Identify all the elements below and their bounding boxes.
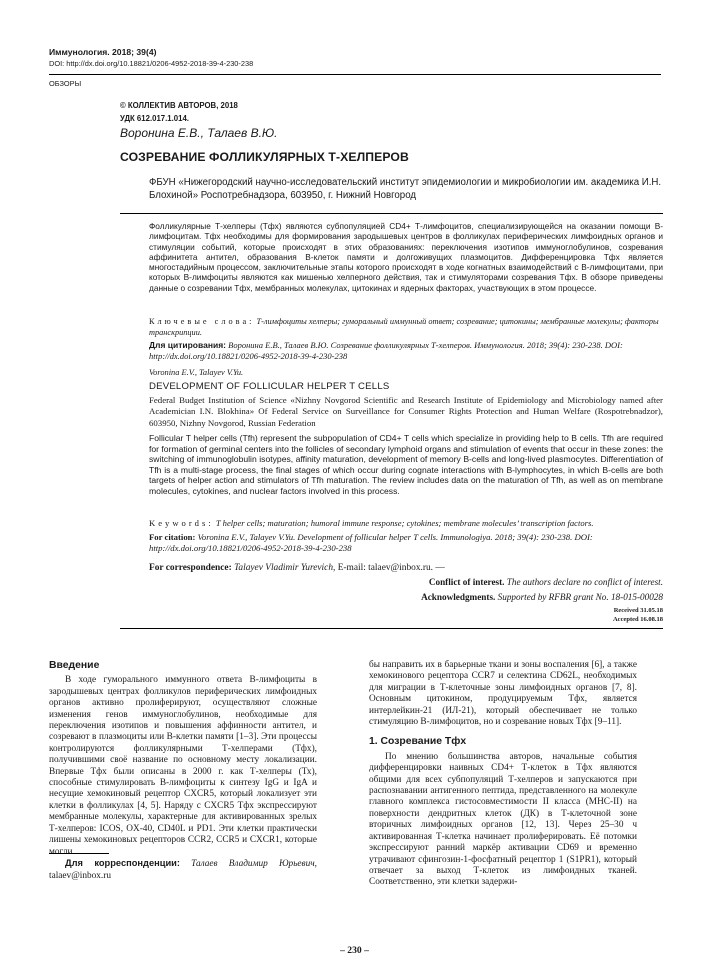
abstract-ru: Фолликулярные Т-хелперы (Тфх) являются субпопуляцией CD4+ Т-лимфоцитов, специализирующейся на оказании помощи В-лимфоцитам. Тфх необходимы для формирования зародышевых центров в фолликулах периферических лимфоидных органов и стимуляции событий, которые происходят в этих образованиях: переключения изотипов иммуноглобулинов, созревания аффинитета антител, образования В-клеток памяти и долгоживущих плазмоцитов. Дифференцировка Тфх является многостадийным процессом, заключительные этапы которого происходят в ходе когнатных взаимодействий с В-лимфоцитами, при которых В-лимфоциты являются как мишенью хелперного действия, так и стимуляторами созревания Тфх. В обзоре приведены данные о созревании Тфх, мембранных молекулах, цитокинах и ядерных факторах, участвующих в этом процессе. [149, 221, 663, 293]
abstract-en: Follicular T helper cells (Tfh) represent the subpopulation of CD4+ T cells which specialize in providing help to B cells. Tfh are required for formation of germinal centers into the follicles of secondary lymphoid organs and stimulation of events that occur in these zones: the switching of immunoglobulin isotypes, affinity maturation, development of memory B-cells and long-lived plasmocytes. Differentiation of Tfh is a multi-stage process, the final stages of which occur during cognate interactions with B-lymphocytes, in which B-cells are both targets of helper action and stimulators of Tfh maturation. The review includes data on the maturation of Tfh, as well as on membrane molecules, cytokines, and nuclear factors involved in this process. [149, 433, 663, 496]
affiliation-ru: ФБУН «Нижегородский научно-исследовательский институт эпидемиологии и микробиологии им. академика И.Н. Блохиной» Роспотребнадзора, 603950, г. Нижний Новгород [149, 177, 662, 201]
udk-code: УДК 612.017.1.014. [120, 114, 189, 123]
abstract-bottom-divider [120, 628, 663, 629]
correspondence-name: Talayev Vladimir Yurevich, [234, 563, 336, 573]
citation-label-en: For citation: [149, 532, 196, 542]
citation-label-ru: Для цитирования: [149, 340, 226, 350]
intro-paragraph: В ходе гуморального иммунного ответа В-лимфоциты в зародышевых центрах фолликулов периферических лимфоидных органов активно пролиферируют, осуществляют сложные изменения генов иммуноглобулинов, необходимые для переключения изотипов и повышения аффинности антител, и созревают в плазмоциты или В-клетки памяти [1–3]. Эти процессы контролируются фолликулярными Т-хелперами (Тфх), получившими своё название по основному месту локализации. Впервые Тфх были описаны в 2000 г. как Т-хелперы (Тх), способные стимулировать В-лимфоциты к синтезу IgG и IgA и несущие хемокиновый рецептор CXCR5, который локализует эти клетки в фолликулах [4, 5]. Наряду с CXCR5 Тфх экспрессируют мембранные молекулы, характерные для активированных зрелых Т-хелперов: ICOS, OX-40, CD40L и PD1. Эти клетки практически лишены хемокиновых рецепторов CCR2, CCR5 и CXCR1, которые могли [49, 675, 317, 857]
acknowledgments [421, 592, 663, 602]
section1-heading: 1. Созревание Тфх [369, 736, 467, 748]
copyright: © КОЛЛЕКТИВ АВТОРОВ, 2018 [120, 101, 238, 110]
footnote-divider [49, 853, 109, 854]
citation-text-ru: Воронина Е.В., Талаев В.Ю. Созревание фолликулярных Т-хелперов. Иммунология. 2018; 39(4): 230-238. DOI: http://dx.doi.org/10.18821/0206-4952-2018-39-4-230-238 [149, 340, 623, 361]
footnote-label: Для корреспонденции: [65, 858, 180, 868]
journal-doi: DOI: http://dx.doi.org/10.18821/0206-4952-2018-39-4-230-238 [49, 59, 254, 68]
correspondence-email: E-mail: talaev@inbox.ru. — [337, 563, 445, 573]
citation-text-en: Voronina E.V., Talayev V.Yu. Development of follicular helper T cells. Immunologiya. 2018; 39(4): 230-238. DOI: http://dx.doi.org/10.18821/0206-4952-2018-39-4-230-238 [149, 532, 593, 554]
conflict-label: Conflict of interest. [428, 577, 505, 587]
right-paragraph-2: По мнению большинства авторов, начальные события дифференцировки наивных CD4+ Т-клеток в Тфх являются общими для всех субпопуляций Т-хелперов и запускаются при распознавании антигенного пептида, представленного на молекуле главного комплекса гистосовместимости II класса (MHC-II) на поверхности дендритных клеток (ДК) в Т-клеточной зоне вторичных лимфоидных органов [12, 13]. Через 25–30 ч активированная Т-клетка начинает пролиферировать. Её потомки экспрессируют ранний маркёр активации CD69 и временно утрачивают сфингозин-1-фосфатный рецептор 1 (S1PR1), который отвечает за выход Т-клеток из лимфоидных тканей. Соответственно, эти клетки задержи- [369, 751, 637, 888]
keywords-label-en: Keywords: [149, 518, 214, 528]
section-label: ОБЗОРЫ [49, 79, 82, 88]
keywords-en [149, 518, 663, 528]
keywords-text-en: T helper cells; maturation; humoral immune response; cytokines; membrane molecules’ transcription factors. [215, 518, 594, 528]
affiliation-en: Federal Budget Institution of Science «Nizhny Novgorod Scientific and Research Institute of Epidemiology and Microbiology named after Academician I.N. Blokhina» Of Federal Service on Surveillance for Consumer Rights Protection and Human Welfare (Rospotrebnadzor), 603950, Nizhny Novgorod, Russian Federation [149, 395, 663, 428]
received-date: Received 31.05.18 [613, 607, 663, 614]
citation-en [149, 532, 663, 555]
footnote-name: Талаев Владимир Юрьевич, [191, 859, 317, 869]
journal-title: Иммунология. 2018; 39(4) [49, 47, 157, 57]
body-column-right [369, 660, 637, 889]
correspondence-en [149, 563, 445, 573]
keywords-ru [149, 317, 663, 338]
citation-ru [149, 340, 663, 362]
conflict-text: The authors declare no conflict of interest. [506, 577, 663, 587]
keywords-label-ru: Ключевые слова: [149, 317, 255, 326]
conflict-of-interest [429, 577, 663, 587]
intro-heading: Введение [49, 660, 100, 671]
page-number: – 230 – [340, 945, 369, 956]
ack-label: Acknowledgments. [421, 592, 496, 602]
footnote-correspondence [49, 858, 317, 882]
article-title-ru: СОЗРЕВАНИЕ ФОЛЛИКУЛЯРНЫХ Т-ХЕЛПЕРОВ [120, 150, 409, 164]
keywords-text-ru: Т-лимфоциты хелперы; гуморальный иммунный ответ; созревание; цитокины; мембранные молекулы; факторы транскрипции. [149, 317, 659, 337]
footnote-email: talaev@inbox.ru [49, 870, 112, 881]
accepted-date: Accepted 16.08.18 [612, 615, 663, 623]
dates [613, 607, 663, 624]
body-column-left [49, 660, 317, 858]
correspondence-label: For correspondence: [149, 563, 232, 573]
right-paragraph-1: бы направить их в барьерные ткани и зоны воспаления [6], а также хемокинового рецептора CCR7 и селектина CD62L, необходимых для миграции в Т-клеточные зоны лимфоидных органов [7, 8]. Основным цитокином, продуцируемым Тфх, является интерлейкин-21 (ИЛ-21), который обеспечивает не только стимуляцию В-лимфоцитов, но и созревание новых Тфх [9–11]. [369, 660, 637, 728]
header-divider [49, 74, 661, 75]
abstract-top-divider [120, 213, 663, 214]
authors-ru: Воронина Е.В., Талаев В.Ю. [120, 126, 278, 140]
ack-text: Supported by RFBR grant No. 18-015-00028 [497, 592, 663, 602]
article-title-en: DEVELOPMENT OF FOLLICULAR HELPER T CELLS [149, 381, 390, 392]
authors-en: Voronina E.V., Talayev V.Yu. [149, 368, 244, 377]
